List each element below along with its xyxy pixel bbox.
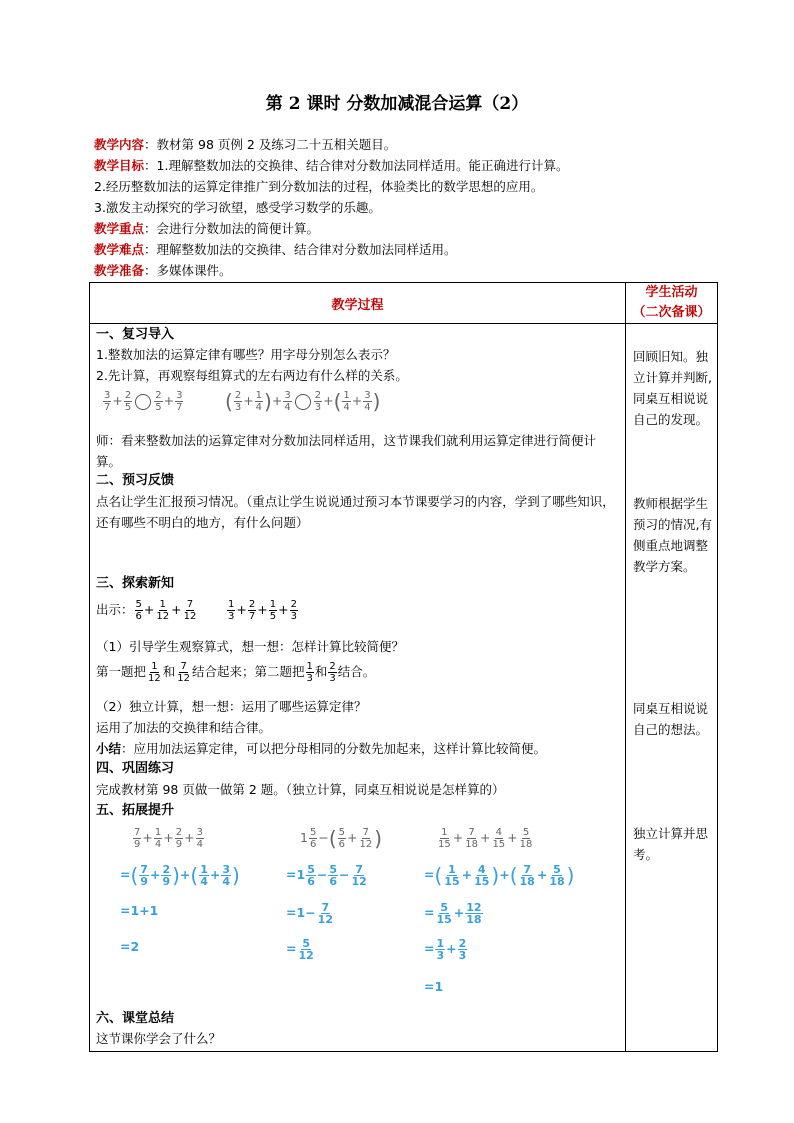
ext3-step-4: =1 [424, 979, 444, 994]
ext2-step-3: = $\frac{5}{12}$ [286, 937, 314, 962]
meta-content: 教学内容：教材第 98 页例 2 及练习二十五相关题目。 [94, 137, 397, 152]
ext3-step-1: =( $\frac{1}{15}$ + $\frac{4}{15}$ )+( $\frac{7}{18}$ + $\frac{5}{18}$ ) [424, 863, 575, 888]
section-preview: 二、预习反馈 [96, 473, 175, 488]
ext1-step-3: =2 [120, 939, 140, 954]
meta-difficulty: 教学难点：理解整数加法的交换律、结合律对分数加法同样适用。 [94, 242, 457, 257]
activity-review: 回顾旧知。独立计算并判断,同桌互相说说自己的发现。 [633, 349, 712, 427]
section-summary: 六、课堂总结 [96, 1011, 175, 1026]
practice-text: 完成教材第 98 页做一做第 2 题。（独立计算，同桌互相说说是怎样算的） [96, 782, 505, 797]
compare-expression-1: $\frac{3}{7}$ + $\frac{2}{5}$ $\frac{2}{5}$ + $\frac{3}{7}$ [104, 390, 183, 413]
review-question-2: 2.先计算，再观察每组算式的左右两边有什么样的关系。 [96, 368, 408, 383]
explore-question-2: （2）独立计算，想一想：运用了哪些运算定律？ [96, 699, 367, 714]
compare-circle[interactable] [295, 394, 311, 410]
ext2-step-2: =1− $\frac{7}{12}$ [286, 901, 333, 926]
ext1-step-1: =( $\frac{7}{9}$ + $\frac{2}{9}$ )+( $\frac{1}{4}$ + $\frac{3}{4}$ ) [120, 863, 240, 888]
compare-expression-2: ( $\frac{2}{3}$ + $\frac{1}{4}$ )+ $\frac{3}{4}$ $\frac{2}{3}$ +( $\frac{1}{4}$ + $\frac{3}{4}$ ) [225, 389, 381, 414]
ext3-step-2: = $\frac{5}{15}$ + $\frac{12}{18}$ [424, 901, 482, 926]
preview-text: 点名让学生汇报预习情况。（重点让学生说说通过预习本节课要学习的内容，学到了哪些知识，还有哪些不明白的地方，有什么问题） [96, 494, 615, 530]
explore-show: 出示： $\frac{5}{6}$ + $\frac{1}{12}$ + $\frac{7}{12}$ [96, 599, 197, 622]
ext1-step-2: =1+1 [120, 903, 159, 918]
header-process: 教学过程 [90, 283, 626, 324]
section-review: 一、复习导入 [96, 327, 175, 342]
page-title: 第 2 课时 分数加减混合运算（2） [265, 94, 529, 114]
compare-circle[interactable] [135, 394, 151, 410]
activity-preview: 教师根据学生预习的情况,有侧重点地调整教学方案。 [633, 496, 712, 574]
activity-cell [626, 324, 718, 1052]
activity-explore: 同桌互相说说自己的想法。 [633, 701, 709, 737]
ext2-problem: 1 $\frac{5}{6}$ −( $\frac{5}{6}$ + $\frac{7}{12}$ ) [300, 826, 383, 851]
ext2-step-1: =1 $\frac{5}{6}$ − $\frac{5}{6}$ − $\frac{7}{12}$ [286, 863, 367, 888]
summary-text: 这节课你学会了什么？ [96, 1031, 222, 1046]
process-cell [90, 324, 626, 1052]
meta-goals: 教学目标：1.理解整数加法的交换律、结合律对分数加法同样适用。能正确进行计算。 [94, 158, 569, 173]
activity-extension: 独立计算并思考。 [633, 826, 709, 862]
explore-expression-2: $\frac{1}{3}$ + $\frac{2}{7}$ + $\frac{1}{5}$ + $\frac{2}{3}$ [228, 599, 297, 622]
section-explore: 三、探索新知 [96, 576, 175, 591]
section-practice: 四、巩固练习 [96, 761, 175, 776]
meta-goal-2: 2.经历整数加法的运算定律推广到分数加法的过程，体验类比的数学思想的应用。 [94, 179, 544, 194]
meta-goal-3: 3.激发主动探究的学习欲望，感受学习数学的乐趣。 [94, 200, 381, 215]
ext3-step-3: = $\frac{1}{3}$ + $\frac{2}{3}$ [424, 937, 467, 962]
explore-summary: 小结：应用加法运算定律，可以把分母相同的分数先加起来，这样计算比较简便。 [96, 741, 547, 756]
explore-answer-2: 运用了加法的交换律和结合律。 [96, 720, 272, 735]
meta-preparation: 教学准备：多媒体课件。 [94, 263, 232, 278]
explore-question-1: （1）引导学生观察算式，想一想：怎样计算比较简便？ [96, 639, 404, 654]
ext3-problem: $\frac{1}{15}$ + $\frac{7}{18}$ + $\frac{4}{15}$ + $\frac{5}{18}$ [438, 827, 533, 850]
ext1-problem: $\frac{7}{9}$ + $\frac{1}{4}$ + $\frac{2}{9}$ + $\frac{3}{4}$ [134, 827, 203, 850]
teacher-remark: 师：看来整数加法的运算定律对分数加法同样适用，这节课我们就利用运算定律进行简便计算。 [96, 433, 597, 469]
lesson-table [89, 282, 718, 1052]
explore-answer-1: 第一题把 $\frac{1}{12}$ 和 $\frac{7}{12}$ 结合起来；第二题把 $\frac{1}{3}$ 和 $\frac{2}{3}$ 结合。 [96, 661, 376, 684]
section-extension: 五、拓展提升 [96, 803, 175, 818]
meta-key-point: 教学重点：会进行分数加法的简便计算。 [94, 221, 320, 236]
header-activity: 学生活动 （二次备课） [626, 283, 718, 324]
review-question-1: 1.整数加法的运算定律有哪些？用字母分别怎么表示？ [96, 347, 396, 362]
